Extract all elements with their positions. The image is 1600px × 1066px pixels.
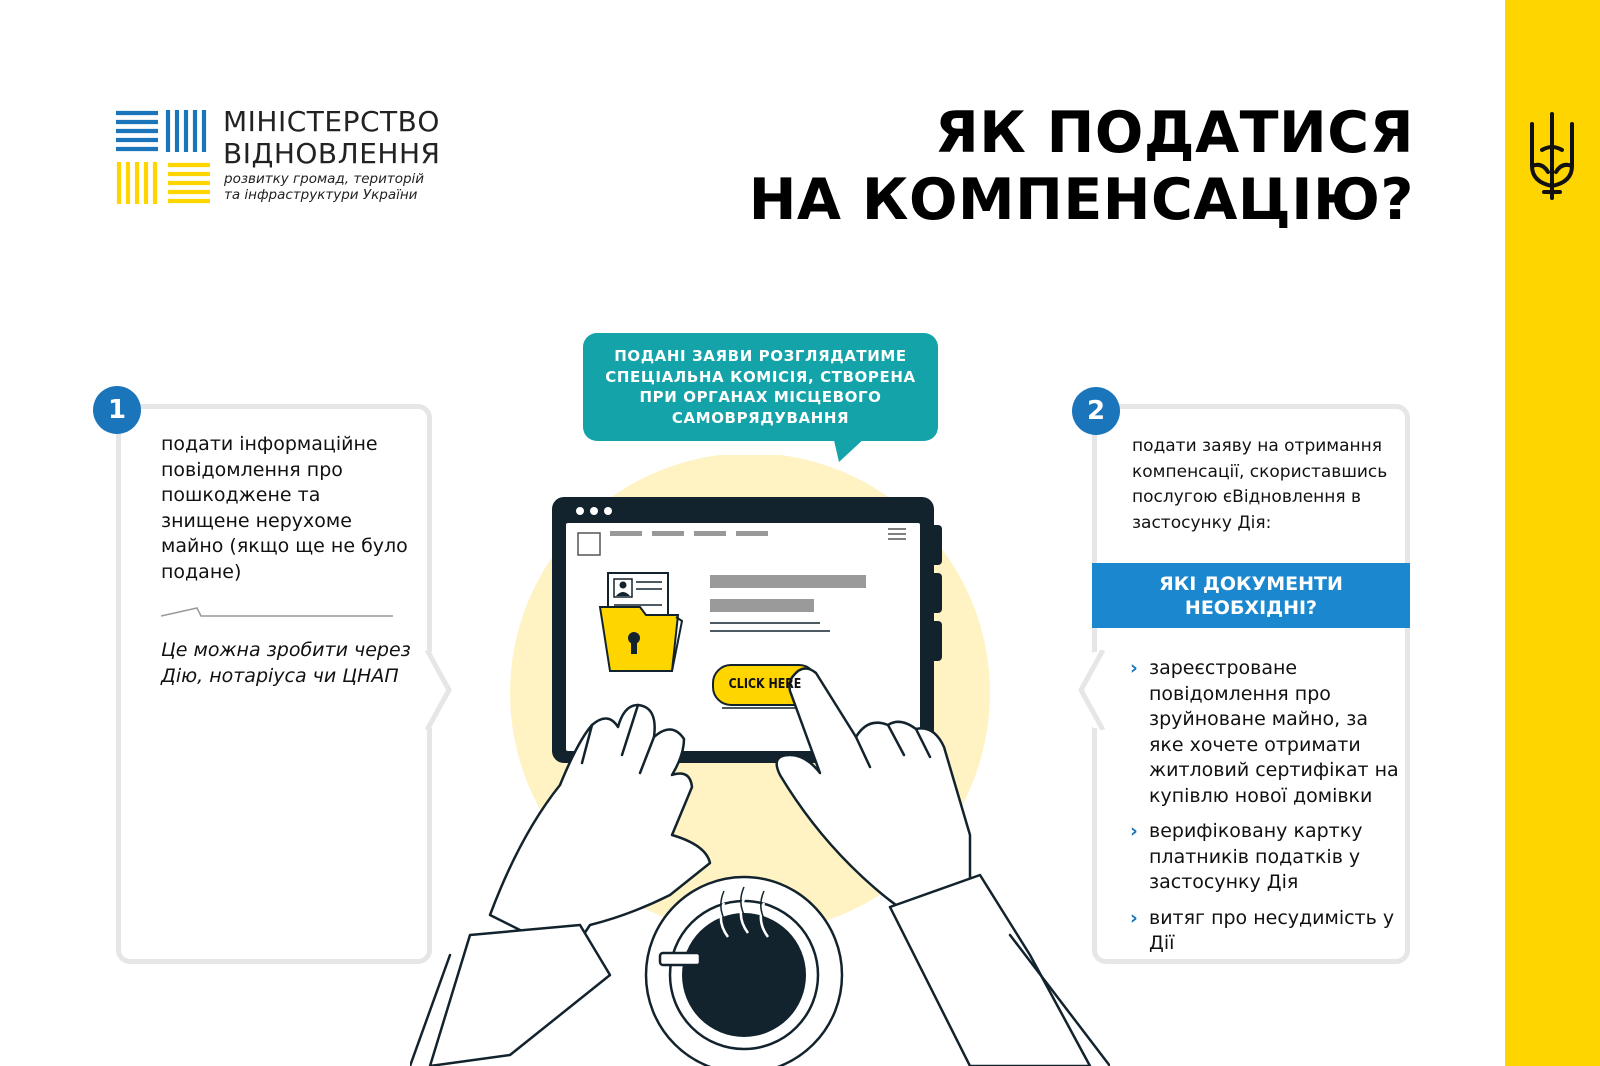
page-title <box>749 100 1414 234</box>
document-item-text: зареєстроване повідомлення про зруйноване майно, за яке хочете отримати житловий сертифікат на купівлю нової домівки <box>1149 657 1399 807</box>
ministry-name-line2: ВІДНОВЛЕННЯ <box>223 137 441 170</box>
chevron-right-icon: › <box>1130 657 1138 679</box>
trident-icon <box>1524 110 1580 202</box>
divider-line <box>161 604 393 618</box>
ministry-name <box>223 106 440 170</box>
step2-card-pointer <box>1065 650 1105 730</box>
ministry-name-line1: МІНІСТЕРСТВО <box>223 105 440 138</box>
click-here-button: CLICK HERE <box>728 677 802 692</box>
bubble-line2: СПЕЦІАЛЬНА КОМІСІЯ, СТВОРЕНА <box>605 367 916 386</box>
chevron-right-icon: › <box>1130 820 1138 842</box>
required-documents-header <box>1092 563 1410 628</box>
required-documents-header-line1: ЯКІ ДОКУМЕНТИ <box>1159 572 1343 595</box>
chevron-right-icon: › <box>1130 906 1138 929</box>
required-documents-list <box>1130 656 1400 967</box>
bubble-line1: ПОДАНІ ЗАЯВИ РОЗГЛЯДАТИМЕ <box>614 347 907 365</box>
ministry-subtitle <box>224 171 424 203</box>
ministry-subtitle-line1: розвитку громад, територій <box>224 171 425 187</box>
coffee-cup-icon <box>646 877 842 1066</box>
bubble-line4: САМОВРЯДУВАННЯ <box>671 408 850 427</box>
ministry-logo-icon <box>116 110 210 204</box>
page-title-line1: ЯК ПОДАТИСЯ <box>934 100 1414 166</box>
tablet-illustration <box>410 455 1110 1066</box>
document-item-text: верифіковану картку платників податків у застосунку Дія <box>1149 820 1363 893</box>
step1-note: Це можна зробити через Дію, нотаріуса чи ЦНАП <box>161 639 411 687</box>
required-documents-header-line2: НЕОБХІДНІ? <box>1184 596 1318 619</box>
step2-number-badge: 2 <box>1072 387 1120 435</box>
ministry-subtitle-line2: та інфраструктури України <box>224 187 418 203</box>
list-item <box>1130 906 1400 957</box>
bubble-line3: ПРИ ОРГАНАХ МІСЦЕВОГО <box>639 388 882 406</box>
list-item <box>1130 656 1400 809</box>
list-item <box>1130 819 1400 896</box>
document-item-text: витяг про несудимість у Дії <box>1149 906 1395 954</box>
step1-text: подати інформаційне повідомлення про пошкоджене та знищене нерухоме майно (якщо ще не було подане) <box>161 433 408 583</box>
page-title-line2: НА КОМПЕНСАЦІЮ? <box>748 167 1414 233</box>
step2-text: подати заяву на отримання компенсації, скориставшись послугою єВідновлення в застосунку Дія: <box>1132 436 1388 533</box>
step1-number-badge: 1 <box>93 386 141 434</box>
commission-speech-bubble <box>583 333 938 441</box>
